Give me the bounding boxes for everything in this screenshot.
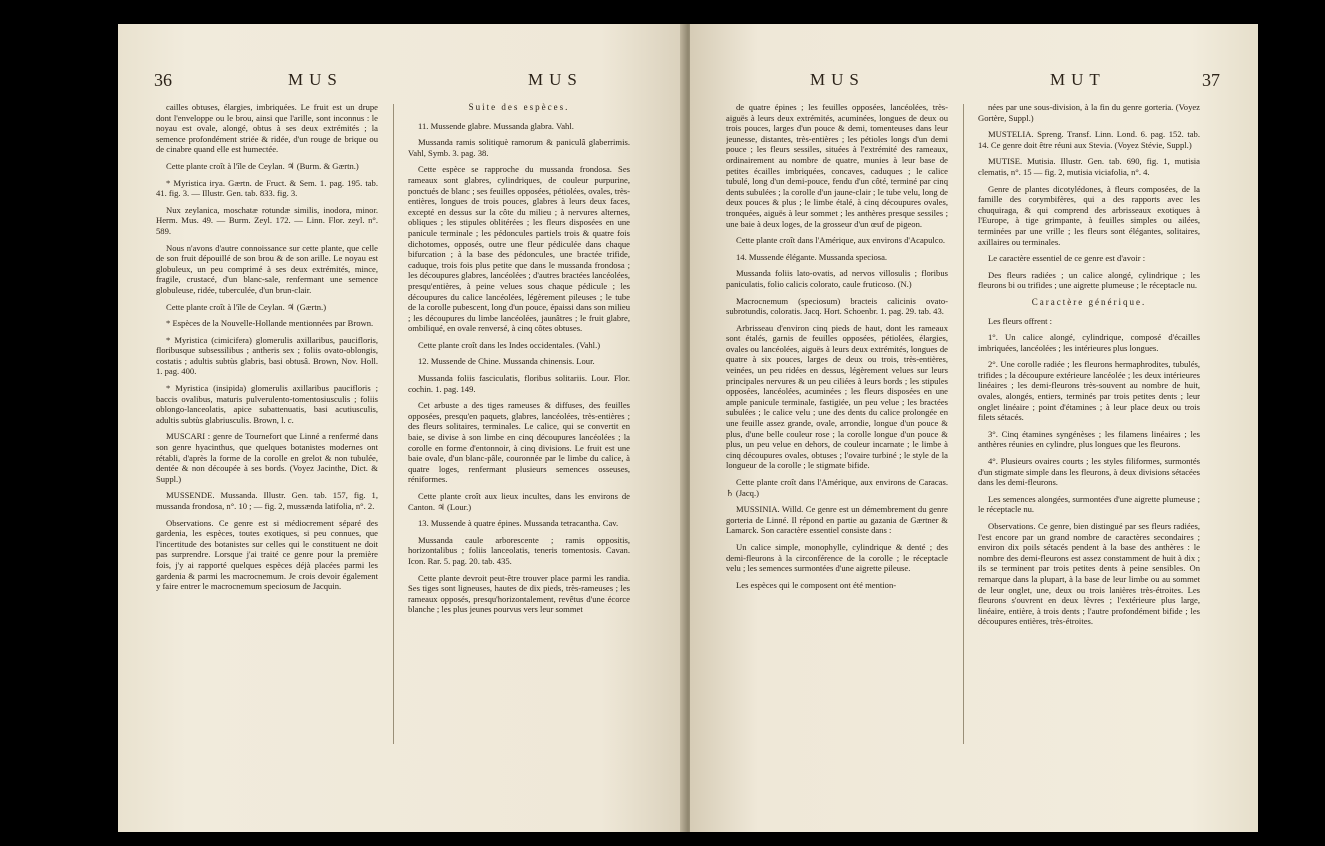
paragraph: Le caractère essentiel de ce genre est d'avoir : xyxy=(988,253,1146,264)
paragraph: Suite des espèces. xyxy=(468,102,570,112)
paragraph: 2°. Une corolle radiée ; les fleurons hermaphrodites, tubulés, trifides ; la découpure extérieure lancéolée ; les deux intérieures linéaires ; les demi-fleurons très-souvent au nombre de huit, ovales, alongés, entiers, terminés par trois petites dents ; leur onglet linéaire ; point d'étamines ; à leur place deux ou trois filets sétacés. xyxy=(978,359,1200,423)
paragraph: Arbrisseau d'environ cinq pieds de haut, dont les rameaux sont étalés, garnis de feuilles opposées, pétiolées, élargies, ovales ou lancéolées, aiguës à leurs deux extrémités, longues de quatre à six pouces, larges de deux ou trois, très-entières, veinées, un peu ridées en dessus, légèrement velues sur leurs principales nervures & un peu ciliées à leurs bords ; les stipules opposées, lancéolées, acuminées ; les fleurs disposées en une ample panicule terminale, fastigiée, un peu velue ; les bractées subulées ; le calice velu ; une des dents du calice prolongée en une feuille assez grande, ovale, arrondie, longue d'un pouce & plus, d'une belle couleur rose ; la corolle longue d'un pouce & plus, un peu velue en dehors, de couleur incarnate ; le limbe à cinq découpures ovales, obtuses ; l'ovaire turbiné ; le style de la longueur de la corolle ; le stigmate bifide. xyxy=(726,322,948,471)
paragraph: Mussanda foliis lato-ovatis, ad nervos villosulis ; floribus paniculatis, folio calicis colorato, caule fruticoso. (N.) xyxy=(726,268,948,289)
paragraph: Cette espèce se rapproche du mussanda frondosa. Ses rameaux sont glabres, cylindriques, de couleur purpurine, ponctués de blanc ; ses feuilles opposées, pétiolées, ovales, très-entières, longues de trois pouces, glabres à leurs deux faces, excepté en dessus sur la côte du milieu ; à nervures alternes, obliques ; les stipules oblitérées ; les fleurs disposées en une panicule terminale ; les pédoncules partiels trois & quatre fois dichotomes, opposés, outre une fleur pédiculée dans chaque bifurcation ; à la base des pédoncules, une bractée trifide, caduque, trois fois plus petite que dans le mussanda frondosa ; les découpures glabres, lancéolées ; d'autres bractées lancéolées, presqu'entières, à peine velues sous chaque pédicule ; les découpures du calice lancéolées, légèrement pileuses ; le tube de la corolle pubescent, long d'un pouce, épaissi dans son milieu ; les découpures du limbe lancéolées, jaunâtres ; le fruit glabre, ombiliqué, en ovale renversé, à cinq côtes obtuses. xyxy=(408,164,630,334)
left-running-head-outer: MUS xyxy=(288,70,343,89)
right-column-rule xyxy=(963,104,964,744)
paragraph: MUSSINIA. Willd. Ce genre est un démembrement du genre gorteria de Linné. Il répond en partie au gazania de Gærtner & Lamarck. Son caractère essentiel consiste dans : xyxy=(726,504,948,536)
paragraph: MUSSENDE. Mussanda. Illustr. Gen. tab. 157, fig. 1, mussanda frondosa, n°. 10 ; — fig. 2, mussænda latifolia, n°. 2. xyxy=(156,490,378,511)
paragraph: Nux zeylanica, moschatæ rotundæ similis, inodora, minor. Herm. Mus. 49. — Burm. Zeyl. 172. — Linn. Flor. zeyl. n°. 589. xyxy=(156,204,378,236)
paragraph: Cette plante croît dans l'Amérique, aux environs d'Acapulco. xyxy=(736,235,946,246)
paragraph: nées par une sous-division, à la fin du genre gorteria. (Voyez Gortère, Suppl.) xyxy=(978,102,1200,123)
left-column-2 xyxy=(408,102,630,822)
paragraph: de quatre épines ; les feuilles opposées, lancéolées, très-aiguës à leurs deux extrémités, acuminées, longues de deux ou trois pouces, larges d'un pouce & demi, tomenteuses dans leur jeunesse, distantes, très-entières ; les pétioles longs d'un demi pouce ; les fleurs sessiles, situées à l'extrémité des rameaux, ordinairement au nombre de quatre, munies à leur base de petites écailles imbriquées, concaves, caduques ; le calice tubulé, long d'un demi-pouce, fendu d'un côté, terminé par cinq dents subulées ; la corolle d'un jaune-clair ; le tube velu, long de deux pouces & plus ; le limbe étalé, à cinq découpures ovales, tronquées, aiguës à leur sommet ; les anthères presque sessiles ; une baie à deux loges, de la grosseur d'un œuf de pigeon. xyxy=(726,102,948,229)
paragraph: 3°. Cinq étamines syngénèses ; les filamens linéaires ; les anthères réunies en cylindre, plus longues que les fleurons. xyxy=(978,428,1200,450)
paragraph: Caractère générique. xyxy=(1031,296,1147,307)
paragraph: Cette plante devroit peut-être trouver place parmi les randia. Ses tiges sont ligneuses, hautes de dix pieds, très-rameuses ; les rameaux opposés, presqu'horizontalement, revêtus d'une écorce blanche ; les plus jeunes pourvus vers leur sommet xyxy=(408,572,630,615)
paragraph: Les fleurs offrent : xyxy=(988,315,1053,326)
paragraph: Des fleurs radiées ; un calice alongé, cylindrique ; les fleurons bi ou trifides ; une aigrette plumeuse ; le réceptacle nu. xyxy=(978,269,1200,291)
paragraph: Observations. Ce genre est si médiocrement séparé des gardenia, les espèces, toutes exotiques, si peu connues, que l'incertitude des botanistes sur celles qui le constituent ne doit pas surprendre. Lorsque j'ai traité ce genre pour la première fois, j'y ai rapporté quelques espèces déjà placées parmi les gardenia & parmi les macrocnemum. Je crois devoir également y faire entrer le macrocnemum speciosum de Jacquin. xyxy=(156,517,378,592)
paragraph: Cette plante croît dans l'Amérique, aux environs de Caracas. ♄ (Jacq.) xyxy=(726,477,948,498)
paragraph: MUTISE. Mutisia. Illustr. Gen. tab. 690, fig. 1, mutisia clematis, n°. 15 — fig. 2, mutisia viciafolia, n°. 4. xyxy=(978,156,1200,177)
paragraph: Les semences alongées, surmontées d'une aigrette plumeuse ; le réceptacle nu. xyxy=(978,493,1200,515)
left-column-1 xyxy=(156,102,378,822)
paragraph: Les espèces qui le composent ont été mention- xyxy=(736,579,897,590)
paragraph: Macrocnemum (speciosum) bracteis calicinis ovato-subrotundis, coloratis. Jacq. Hort. Schoenbr. 1. pag. 29. tab. 43. xyxy=(726,295,948,317)
paragraph: * Myristica (insipida) glomerulis axillaribus paucifloris ; baccis ovalibus, maturis pulverulento-tomentosiusculis ; foliis oblongo-lanceolatis, apice subattenuatis, basi acutiusculis, adultis subtùs glabriusculis. Brown, l. c. xyxy=(156,383,378,425)
left-page xyxy=(118,24,686,832)
right-column-1 xyxy=(726,102,948,822)
paragraph: 13. Mussende à quatre épines. Mussanda tetracantha. Cav. xyxy=(418,518,619,529)
paragraph: Mussanda ramis solitiquè ramorum & paniculâ glaberrimis. Vahl, Symb. 3. pag. 38. xyxy=(408,137,630,158)
paragraph: 12. Mussende de Chine. Mussanda chinensis. Lour. xyxy=(418,356,595,367)
right-page-number: 37 xyxy=(1202,70,1220,90)
paragraph: Cette plante croît à l'île de Ceylan. ♃ (Gærtn.) xyxy=(166,301,327,312)
left-page-number: 36 xyxy=(154,70,172,90)
paragraph: Observations. Ce genre, bien distingué par ses fleurs radiées, l'est encore par un grand nombre de caractères secondaires ; environ dix poils sétacés pendent à la base des anthères : le nombre des demi-fleurons est assez constamment de huit à dix ; ils se terminent par trois petites dents à peine sensibles. On remarque dans la plupart, à la base de leur limbe ou au sommet de leur onglet, une, deux ou trois lanières très-étroites. Les fleurons s'ouvrent en deux lèvres ; l'extérieure plus large, linéaire, entière, à trois dents ; l'autre profondément bifide ; les découpures entières, très-étroites. xyxy=(978,521,1200,627)
paragraph: 14. Mussende élégante. Mussanda speciosa. xyxy=(736,251,888,262)
paragraph: Mussanda caule arborescente ; ramis oppositis, horizontalibus ; foliis lanceolatis, teneris tomentosis. Cavan. Icon. Rar. 5. pag. 20. tab. 435. xyxy=(408,534,630,566)
paragraph: 1°. Un calice alongé, cylindrique, composé d'écailles imbriquées, lancéolées ; les intérieures plus longues. xyxy=(978,332,1200,353)
paragraph: * Myristica (cimicifera) glomerulis axillaribus, paucifloris, floribusque subsessilibus ; antheris sex ; foliis ovato-oblongis, costatis ; adultis subtùs glabris, basi obtusâ. Brown, Nov. Holl. 1. pag. 400. xyxy=(156,334,378,377)
paragraph: Un calice simple, monophylle, cylindrique & denté ; des demi-fleurons à la circonférence de la corolle ; le réceptacle velu ; les semences surmontées d'une aigrette pileuse. xyxy=(726,541,948,574)
paragraph: * Espèces de la Nouvelle-Hollande mentionnées par Brown. xyxy=(166,318,374,329)
paragraph: 4°. Plusieurs ovaires courts ; les styles filiformes, surmontés d'un stigmate simple dans les fleurons, à deux divisions sétacées dans les demi-fleurons. xyxy=(978,456,1200,488)
paragraph: Nous n'avons d'autre connoissance sur cette plante, que celle de son fruit dépouillé de son brou & de son arille. Le noyau est globuleux, un peu comprimé à ses deux extrémités, mince, fragile, crustacé, d'un blanc-sale, renfermant une semence globuleuse, ridée, tuberculée, d'un brun-clair. xyxy=(156,242,378,295)
paragraph: MUSTELIA. Spreng. Transf. Linn. Lond. 6. pag. 152. tab. 14. Ce genre doit être réuni aux Stevia. (Voyez Stévie, Suppl.) xyxy=(978,129,1200,150)
right-running-head-outer: MUT xyxy=(1050,70,1106,89)
paragraph: 11. Mussende glabre. Mussanda glabra. Vahl. xyxy=(418,120,574,131)
paragraph: Mussanda foliis fasciculatis, floribus solitariis. Lour. Flor. cochin. 1. pag. 149. xyxy=(408,373,630,394)
right-column-2 xyxy=(978,102,1200,822)
right-page xyxy=(690,24,1258,832)
paragraph: Genre de plantes dicotylédones, à fleurs composées, de la famille des corymbifères, qui a des rapports avec les chuquiraga, & qui comprend des arbrisseaux exotiques à l'Europe, à tige grimpante, à feuilles simples ou ailées, terminées par une vrille ; les fleurs sont élégantes, solitaires, axillaires ou terminales. xyxy=(978,183,1200,247)
book-spread xyxy=(118,24,1258,832)
paragraph: Cet arbuste a des tiges rameuses & diffuses, des feuilles opposées, presqu'en paquets, glabres, lancéolées, très-entières ; des fleurs solitaires, terminales. Le calice, qui se convertit en baie, se divise à son limbe en cinq découpures lancéolées ; la corolle en forme d'entonnoir, à cinq divisions. Le fruit est une baie ovale, d'un blanc-pâle, couronnée par le limbe du calice, à quatre loges, renfermant plusieurs semences osseuses, réniformes. xyxy=(408,400,630,485)
paragraph: cailles obtuses, élargies, imbriquées. Le fruit est un drupe dont l'enveloppe ou le brou, ainsi que l'arille, sont inconnus : le noyau est ovale, alongé, obtus à ses deux extrémités ; la semence profondément striée & ridée, d'un rouge de brique ou de cinabre quand elle est humectée. xyxy=(156,102,378,155)
left-column-rule xyxy=(393,104,394,744)
right-running-head-inner: MUS xyxy=(810,70,865,89)
paragraph: Cette plante croît dans les Indes occidentales. (Vahl.) xyxy=(418,339,601,350)
paragraph: * Myristica irya. Gærtn. de Fruct. & Sem. 1. pag. 195. tab. 41. fig. 3. — Illustr. Gen. tab. 833. fig. 3. xyxy=(156,177,378,199)
paragraph: Cette plante croît à l'île de Ceylan. ♃ (Burm. & Gærtn.) xyxy=(166,160,359,171)
paragraph: MUSCARI : genre de Tournefort que Linné a renfermé dans son genre hyacinthus, que quelques botanistes modernes ont rétabli, d'après la forme de la corolle en grelot & non tubulée, dentée & non découpée à ses bords. (Voyez Jacinthe, Dict. & Suppl.) xyxy=(156,431,378,484)
left-running-head-inner: MUS xyxy=(528,70,583,89)
paragraph: Cette plante croît aux lieux incultes, dans les environs de Canton. ♃ (Lour.) xyxy=(408,491,630,512)
